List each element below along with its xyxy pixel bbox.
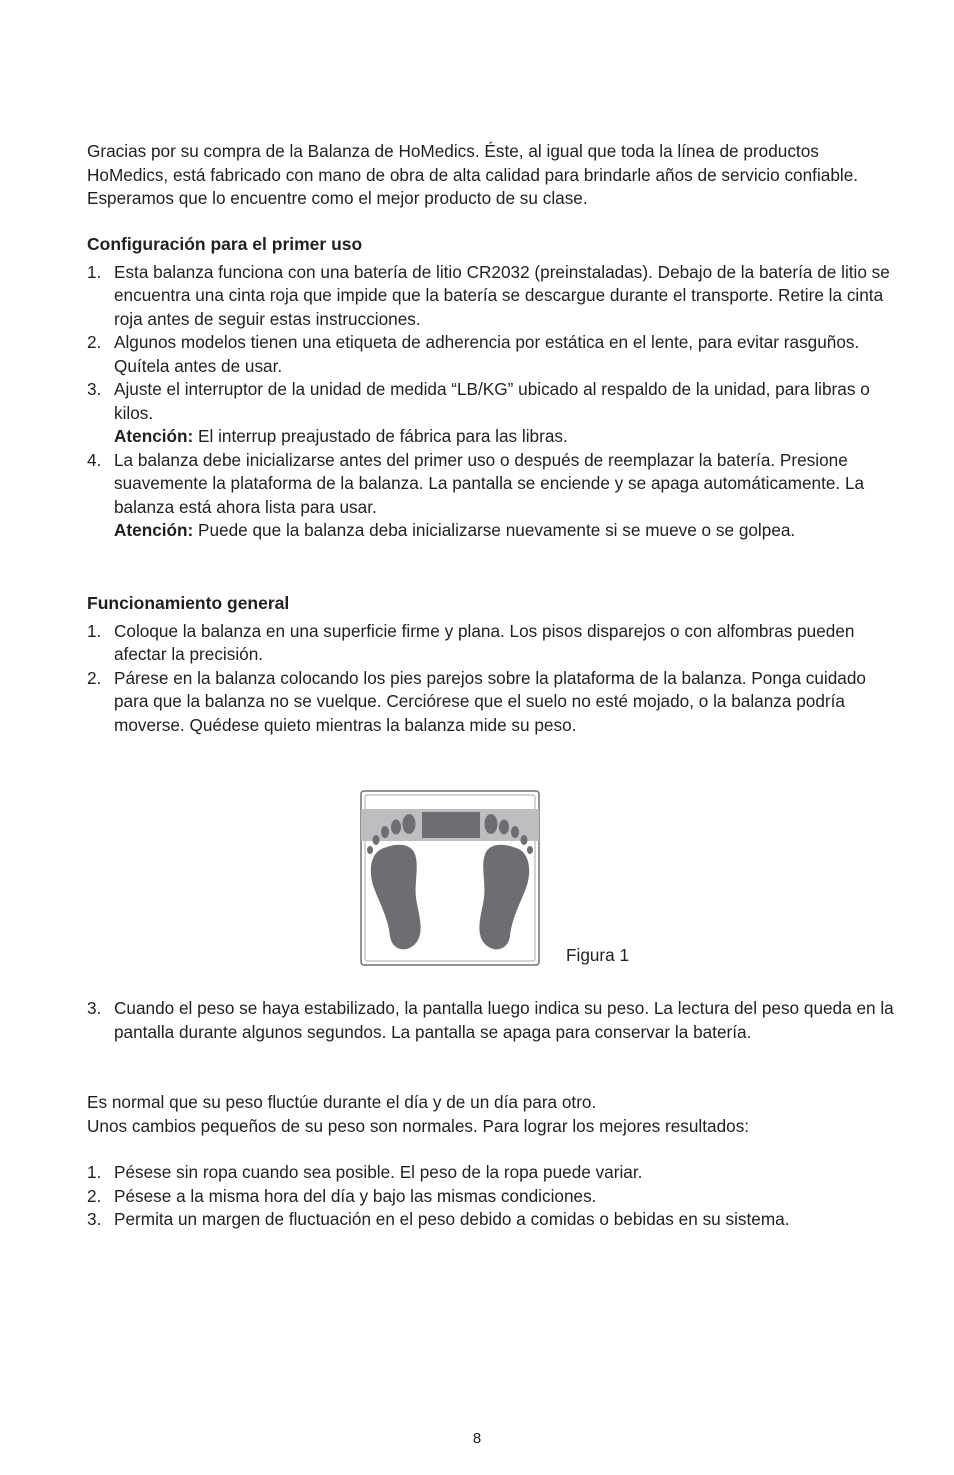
scale-illustration <box>360 790 540 966</box>
toe-mark <box>403 814 416 834</box>
toe-mark <box>391 820 401 835</box>
attention-note: Atención: Puede que la balanza deba inicializarse nuevamente si se mueve o se golpea. <box>114 520 796 540</box>
closing-line-1: Es normal que su peso fluctúe durante el día y de un día para otro. <box>87 1092 597 1112</box>
list-item: 1. Coloque la balanza en una superficie firme y plana. Los pisos disparejos o con alfombras pueden afectar la precisión. <box>87 620 855 664</box>
toe-mark <box>499 820 509 835</box>
list-item: 2. Párese en la balanza colocando los pies parejos sobre la plataforma de la balanza. Ponga cuidado para que la balanza no se vuelque. Cerciórese que el suelo no esté mojado, o la balanza podría moverse. Quédese quieto mientras la balanza mide su peso. <box>87 667 866 735</box>
toe-mark <box>381 826 389 838</box>
func-list <box>87 620 897 738</box>
list-item: 2. Algunos modelos tienen una etiqueta de adherencia por estática en el lente, para evitar rasguños. Quítela antes de usar. <box>87 332 860 376</box>
toe-mark <box>527 846 533 854</box>
list-item: 4. La balanza debe inicializarse antes del primer uso o después de reemplazar la batería. Presione suavemente la plataforma de la balanza. La pantalla se enciende y se apaga automáticamente. La balanza está ahora lista para usar. Atención: Puede que la balanza deba inicializarse nuevamente si se mueve o se golpea. <box>87 449 865 540</box>
main-content <box>87 140 897 737</box>
list-item: 1. Esta balanza funciona con una batería de litio CR2032 (preinstaladas). Debajo de la batería de litio se encuentra una cinta roja que impide que la batería se descargue durante el transporte. Retire la cinta roja antes de seguir estas instrucciones. <box>87 261 890 329</box>
list-item: 2. Pésese a la misma hora del día y bajo las mismas condiciones. <box>87 1185 597 1206</box>
list-item: 1. Pésese sin ropa cuando sea posible. El peso de la ropa puede variar. <box>87 1162 643 1182</box>
toe-mark <box>367 846 373 854</box>
toe-mark <box>485 814 498 834</box>
closing-section <box>87 1091 897 1232</box>
figure-caption: Figura 1 <box>566 945 630 965</box>
attention-note: Atención: El interrup preajustado de fábrica para las libras. <box>114 426 568 446</box>
page-number: 8 <box>472 1430 482 1447</box>
config-heading: Configuración para el primer uso <box>87 233 363 254</box>
list-item: 3. Permita un margen de fluctuación en el peso debido a comidas o bebidas en su sistema. <box>87 1209 790 1229</box>
toe-mark <box>511 826 519 838</box>
intro-paragraph: Gracias por su compra de la Balanza de HoMedics. Éste, al igual que toda la línea de productos HoMedics, está fabricado con mano de obra de alta calidad para brindarle años de servicio confiable. Esperamos que lo encuentre como el mejor producto de su clase. <box>87 141 859 208</box>
config-list <box>87 261 897 543</box>
closing-line-2: Unos cambios pequeños de su peso son normales. Para lograr los mejores resultados: <box>87 1115 750 1136</box>
func-list-continued <box>87 997 897 1044</box>
figure-1 <box>360 790 680 970</box>
list-item: 3. Ajuste el interruptor de la unidad de medida “LB/KG” ubicado al respaldo de la unidad, para libras o kilos. Atención: El interrup preajustado de fábrica para las libras. <box>87 379 870 446</box>
step-3-block <box>87 997 897 1044</box>
tips-list <box>87 1161 897 1232</box>
toe-mark <box>373 835 380 845</box>
list-item: 3. Cuando el peso se haya estabilizado, la pantalla luego indica su peso. La lectura del peso queda en la pantalla durante algunos segundos. La pantalla se apaga para conservar la batería. <box>87 998 894 1042</box>
toe-mark <box>521 835 528 845</box>
func-heading: Funcionamiento general <box>87 592 290 613</box>
